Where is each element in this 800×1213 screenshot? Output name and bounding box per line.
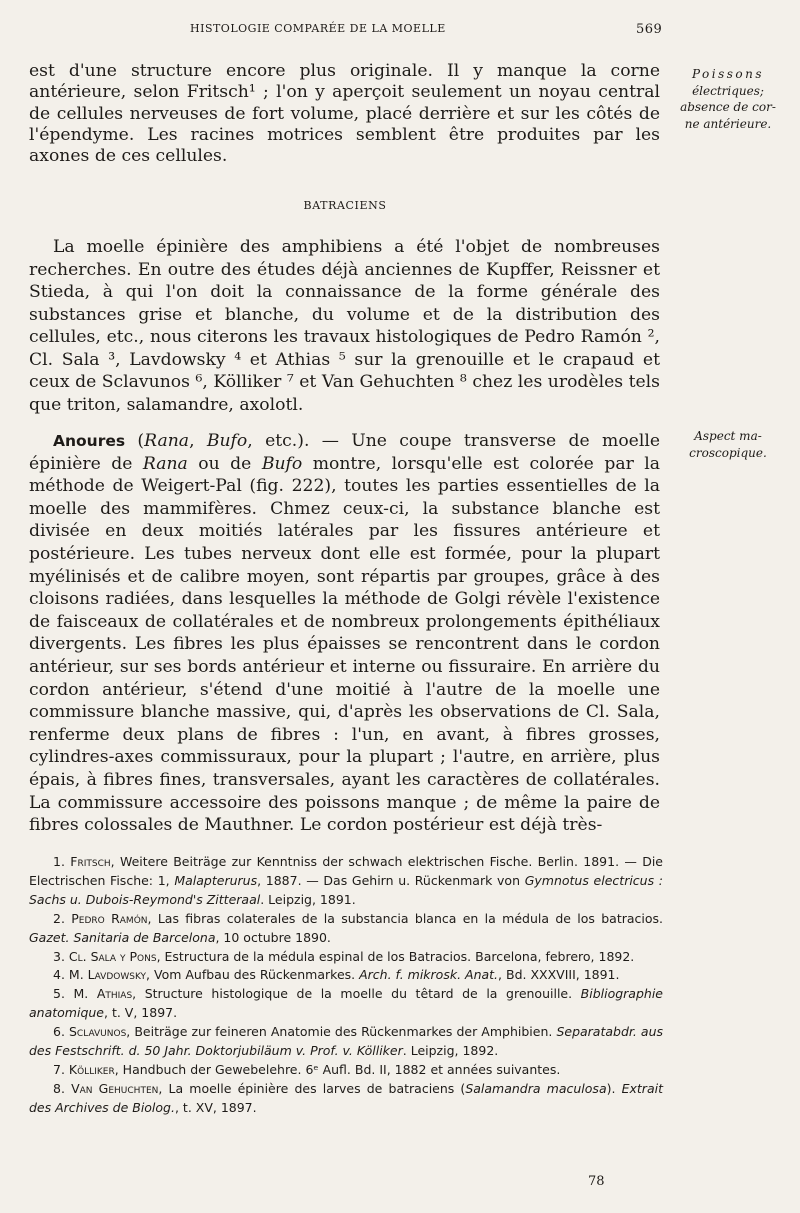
footnote-text: , Weitere Beiträge zur Kenntniss der schwach elektrischen Fische. Berlin. 1891. — Die Electrischen Fische: 1,: [29, 854, 663, 888]
text-run: (: [125, 431, 145, 451]
margin-note-macroscopic: [672, 428, 784, 461]
footnote-4: [29, 966, 663, 985]
footnote-text: , Bd. XXXVIII, 1891.: [498, 967, 620, 983]
footnote-2: [29, 910, 663, 948]
footnote-number: 2.: [53, 910, 72, 926]
footnote-text: , Las fibras colaterales de la substancia blanca en la médula de los batracios.: [147, 910, 664, 926]
margin-note-line: absence de cor-: [680, 100, 776, 114]
margin-note-line: électriques;: [692, 83, 764, 98]
footnote-text: , 10 octubre 1890.: [215, 929, 331, 945]
footnote-6: [29, 1023, 663, 1061]
footnote-5: [29, 985, 663, 1023]
footnote-italic: Extrait des Archives de Biolog.: [29, 1080, 663, 1115]
footnote-7: [29, 1061, 663, 1080]
footnote-text: ).: [606, 1080, 622, 1096]
footnote-number: 1.: [53, 854, 71, 869]
footnote-author: Van Gehuchten: [71, 1080, 159, 1096]
footnote-italic: Salamandra maculosa: [465, 1080, 607, 1096]
footnote-author: Sclavunos: [69, 1024, 127, 1040]
taxon-name: Bufo: [261, 453, 303, 474]
paragraph-2-text: La moelle épinière des amphibiens a été l'objet de nombreuses recherches. En outre des études déjà anciennes de Kupffer, Reissner et Stieda, à qui l'on doit la connaissance de la forme générale des substances grise et blanche, du volume et de la distribution des cellules, etc., nous citerons les travaux histologiques de Pedro Ramón ², Cl. Sala ³, Lavdowsky ⁴ et Athias ⁵ sur la grenouille et le crapaud et ceux de Sclavunos ⁶, Kölliker ⁷ et Van Gehuchten ⁸ chez les urodèles tels que triton, salamandre, axolotl.: [29, 237, 660, 415]
paragraph-1: [29, 61, 660, 167]
margin-note-line: ne antérieure.: [684, 116, 772, 131]
footnote-italic: Separatabdr. aus des Festschrift. d. 50 Jahr. Doktorjubiläum v. Prof. v. Kölliker: [29, 1024, 664, 1059]
footnote-text: . Leipzig, 1891.: [260, 891, 356, 907]
taxon-name: Bufo: [206, 431, 248, 451]
footnote-italic: Malapterurus: [174, 872, 258, 888]
margin-note-line: Poissons: [691, 67, 765, 81]
footnote-text: , t. XV, 1897.: [174, 1099, 257, 1115]
folio-signature: 78: [588, 1174, 605, 1189]
footnotes: [29, 853, 663, 1118]
footnote-number: 6.: [53, 1024, 69, 1040]
paragraph-lead: Anoures: [53, 432, 126, 450]
footnote-italic: Arch. f. mikrosk. Anat.: [359, 967, 499, 983]
footnote-3: [29, 948, 663, 967]
footnote-text: , Structure histologique de la moelle du têtard de la grenouille.: [132, 986, 581, 1002]
footnote-text: , t. V, 1897.: [104, 1005, 178, 1021]
footnote-number: 3.: [53, 948, 69, 964]
taxon-name: Rana: [144, 431, 190, 451]
footnote-text: , Vom Aufbau des Rückenmarkes.: [146, 967, 360, 983]
footnote-number: 8.: [53, 1080, 72, 1096]
footnote-italic: Bibliographie anatomique: [29, 986, 663, 1021]
running-head-title: HISTOLOGIE COMPARÉE DE LA MOELLE: [190, 22, 446, 35]
footnote-text: . Leipzig, 1892.: [402, 1043, 499, 1059]
page-number: 569: [636, 22, 663, 37]
text-run: ,: [189, 431, 207, 451]
text-run: montre, lorsqu'elle est colorée par la méthode de Weigert-Pal (fig. 222), toutes les parties essentielles de la moelle des mammifères. Chmez ceux-ci, la substance blanche est divisée en deux moitiés latérales par les fissures antérieure et postérieure. Les tubes nerveux dont elle est formée, pour la plupart myélinisés et de calibre moyen, sont répartis par groupes, grâce à des cloisons radiées, dans lesquelles la méthode de Golgi révèle l'existence de faisceaux de collatérales et de nombreux prolongements épithéliaux divergents. Les fibres les plus épaisses se rencontrent dans le cordon antérieur, sur ses bords antérieur et interne ou fissuraire. En arrière du cordon antérieur, s'étend d'une moitié à l'autre de la moelle une commissure blanche massive, qui, d'après les observations de Cl. Sala, renferme deux plans de fibres : l'un, en avant, à fibres grosses, cylindres-axes commissuraux, pour la plupart ; l'autre, en arrière, plus épais, à fibres fines, transversales, ayant les caractères de collatérales. La commissure accessoire des poissons manque ; de même la paire de fibres colossales de Mauthner. Le cordon postérieur est déjà très-: [29, 453, 660, 836]
footnote-8: [29, 1080, 663, 1118]
footnote-author: Kölliker: [68, 1061, 115, 1077]
footnote-1: [29, 853, 663, 910]
footnote-author: M. Lavdowsky: [68, 967, 147, 983]
footnote-number: 7.: [53, 1061, 69, 1077]
footnote-author: M. Athias: [73, 986, 133, 1002]
footnote-text: , Handbuch der Gewebelehre. 6ᵉ Aufl. Bd. II, 1882 et années suivantes.: [114, 1061, 561, 1077]
footnote-number: 5.: [53, 986, 74, 1002]
footnote-text: , Beiträge zur feineren Anatomie des Rückenmarkes der Amphibien.: [126, 1024, 557, 1040]
footnote-text: , Estructura de la médula espinal de los Batracios. Barcelona, febrero, 1892.: [156, 948, 635, 964]
margin-note-line: croscopique.: [689, 445, 767, 460]
footnote-author: Fritsch: [70, 854, 111, 869]
footnote-author: Cl. Sala y Pons: [68, 948, 157, 964]
footnote-author: Pedro Ramón: [71, 910, 148, 926]
paragraph-2: [29, 236, 660, 416]
footnote-italic: Gazet. Sanitaria de Barcelona: [29, 929, 216, 945]
margin-note-electric-fish: [672, 66, 784, 132]
text-run: , etc.). — Une coupe transverse de moelle épinière de: [29, 431, 661, 474]
footnote-text: , 1887. — Das Gehirn u. Rückenmark von: [257, 872, 525, 888]
paragraph-1-text: est d'une structure encore plus originale. Il y manque la corne antérieure, selon Fritsch¹ ; l'on y aperçoit seulement un noyau central de cellules nerveuses de fort volume, placé derrière et sur les côtés de l'épendyme. Les racines motrices semblent être produites par les axones de ces cellules.: [29, 61, 660, 167]
footnote-number: 4.: [53, 967, 69, 983]
footnote-text: , La moelle épinière des larves de batraciens (: [158, 1080, 466, 1096]
paragraph-3-text: [29, 430, 660, 837]
margin-note-line: Aspect ma-: [694, 429, 762, 443]
section-heading: BATRACIENS: [303, 199, 387, 212]
running-head: [0, 22, 800, 42]
text-run: ou de: [187, 453, 262, 474]
taxon-name: Rana: [142, 453, 188, 474]
paragraph-3: [29, 430, 660, 837]
footnote-italic: Gymnotus electricus : Sachs u. Dubois-Reymond's Zitteraal: [29, 872, 664, 907]
